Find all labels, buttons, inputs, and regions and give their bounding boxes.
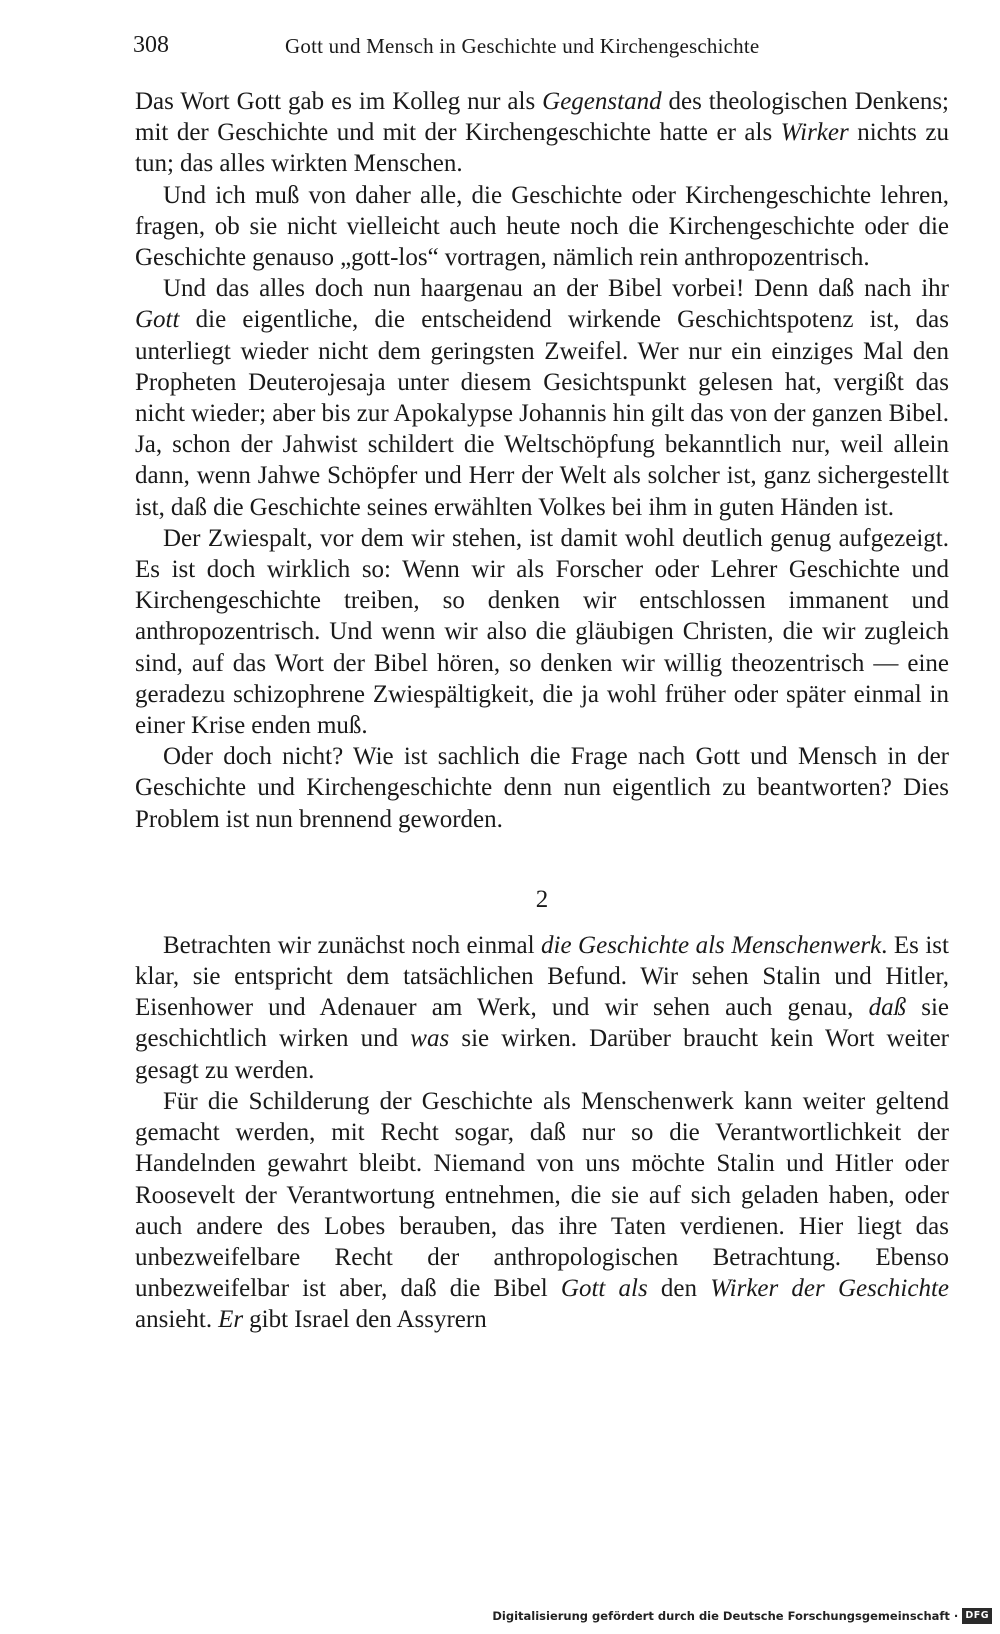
text-run: ansieht.	[135, 1306, 219, 1334]
italic-text: Gott	[135, 306, 180, 334]
page-header	[133, 28, 949, 64]
italic-text: daß	[868, 994, 907, 1022]
text-run: Und ich muß von daher alle, die Geschichte oder Kirchengeschichte lehren, fragen, ob sie nicht vielleicht auch heute noch die Kirchengeschichte oder die Geschichte genauso „gott-los“ vortragen, nämlich rein anthropozentrisch.	[135, 181, 949, 272]
paragraph-7	[135, 1086, 949, 1336]
text-run: Oder doch nicht? Wie ist sachlich die Frage nach Gott und Mensch in der Geschichte und Kirchengeschichte denn nun eigentlich zu beantworten? Dies Problem ist nun brennend geworden.	[135, 743, 949, 833]
italic-text: Gegenstand	[542, 88, 662, 115]
section-number: 2	[535, 885, 549, 913]
dfg-logo-icon: DFG	[962, 1608, 992, 1624]
italic-text: was	[410, 1025, 450, 1053]
italic-text: die Geschichte als Menschenwerk	[541, 931, 882, 959]
paragraph-4	[135, 523, 949, 741]
text-run: gibt Israel den Assyrern	[243, 1306, 487, 1334]
digitization-credit	[492, 1606, 992, 1626]
body-text	[135, 86, 949, 1336]
italic-text: Gott als	[560, 1275, 648, 1303]
italic-text: Er	[218, 1306, 244, 1334]
text-run: sie wirken. Darüber braucht kein Wort weiter gesagt zu werden.	[135, 1025, 950, 1084]
text-run: sie geschichtlich wirken und	[135, 994, 950, 1053]
text-run: Für die Schilderung der Geschichte als Menschenwerk kann weiter geltend gemacht werden, mit Recht sogar, daß nur so die Verantwortlichkeit der Handelnden gewahrt bleibt. Niemand von uns möchte Stalin und Hitler oder Roosevelt der Verantwortung entnehmen, die sie auf sich geladen haben, oder auch andere des Lobes berauben, das ihre Taten verdienen. Hier liegt das unbezweifelbare Recht der anthropologischen Betrachtung. Ebenso unbezweifelbar ist aber, daß die Bibel	[135, 1087, 949, 1303]
credit-text: Digitalisierung gefördert durch die Deutsche Forschungsgemeinschaft ·	[492, 1609, 959, 1623]
page-number: 308	[133, 32, 169, 58]
running-title: Gott und Mensch in Geschichte und Kirchengeschichte	[285, 34, 760, 58]
text-run: Betrachten wir zunächst noch einmal	[163, 931, 542, 959]
paragraph-3	[135, 273, 949, 523]
paragraph-5	[135, 741, 949, 835]
text-run: Und das alles doch nun haargenau an der Bibel vorbei! Denn daß nach ihr	[163, 275, 949, 303]
paragraph-1	[135, 86, 949, 180]
paragraph-6	[135, 930, 949, 1086]
text-run: nichts zu tun; das alles wirkten Menschen.	[135, 119, 949, 178]
italic-text: Wirker der Geschichte	[710, 1275, 950, 1303]
paragraph-2	[135, 180, 949, 274]
text-run: . Es ist klar, sie entspricht dem tatsächlichen Befund. Wir sehen Stalin und Hitler, Eisenhower und Adenauer am Werk, und wir sehen auch genau,	[135, 931, 949, 1022]
text-run: Der Zwiespalt, vor dem wir stehen, ist damit wohl deutlich genug aufgezeigt. Es ist doch wirklich so: Wenn wir als Forscher oder Lehrer Geschichte und Kirchengeschichte treiben, so denken wir entschlossen immanent und anthropozentrisch. Und wenn wir also die gläubigen Christen, die wir zugleich sind, auf das Wort der Bibel hören, so denken wir willig theozentrisch — eine geradezu schizophrene Zwiespältigkeit, die ja wohl früher oder später einmal in einer Krise enden muß.	[135, 524, 949, 740]
text-run: des theologischen Denkens; mit der Geschichte und mit der Kirchengeschichte hatte er als	[135, 88, 949, 147]
italic-text: Wirker	[780, 119, 849, 147]
text-run: Das Wort Gott gab es im Kolleg nur als	[135, 88, 543, 115]
text-run: den	[647, 1275, 711, 1303]
text-run: die eigentliche, die entscheidend wirkende Geschichtspotenz ist, das unterliegt wieder nicht dem geringsten Zweifel. Wer nur ein einziges Mal den Propheten Deuterojesaja unter diesem Gesichtspunkt gelesen hat, vergißt das nicht wieder; aber bis zur Apokalypse Johannis hin gilt das von der ganzen Bibel. Ja, schon der Jahwist schildert die Weltschöpfung bekanntlich nur, weil allein dann, wenn Jahwe Schöpfer und Herr der Welt als solcher ist, ganz sichergestellt ist, daß die Geschichte seines erwählten Volkes bei ihm in guten Händen ist.	[135, 306, 949, 521]
